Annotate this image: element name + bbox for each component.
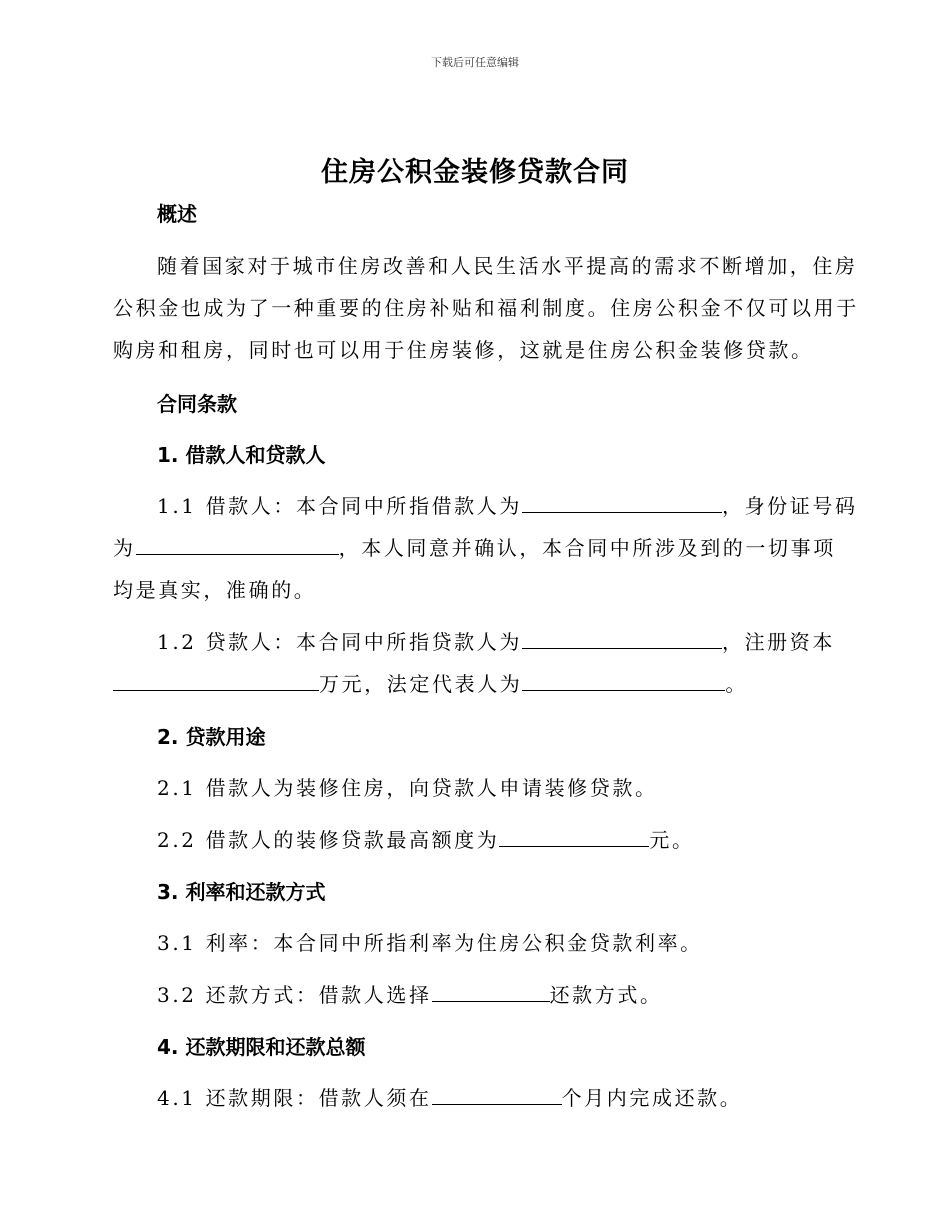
- section-3-heading: 3. 利率和还款方式: [157, 880, 326, 904]
- overview-heading: 概述: [157, 202, 197, 226]
- clause-1-2-text-b: ，注册资本: [721, 630, 835, 654]
- overview-line-3: 购房和租房，同时也可以用于住房装修，这就是住房公积金装修贷款。: [113, 338, 814, 362]
- header-note: 下载后可任意编辑: [431, 56, 519, 69]
- clause-2-2-text-a: 2.2 借款人的装修贷款最高额度为: [157, 828, 500, 852]
- clause-1-1-line-1: [157, 490, 858, 519]
- clause-1-2-text-d: 。: [725, 672, 749, 696]
- clause-1-1-text-c: 为: [113, 536, 136, 560]
- clause-4-1: [157, 1082, 742, 1111]
- clause-2-2-text-b: 元。: [649, 828, 695, 852]
- clause-1-1-text-a: 1.1 借款人：本合同中所指借款人为: [157, 494, 522, 518]
- clause-4-1-text-b: 个月内完成还款。: [561, 1086, 743, 1110]
- max-loan-amount-blank[interactable]: [499, 828, 649, 847]
- section-2-heading: 2. 贷款用途: [157, 725, 266, 749]
- terms-heading: 合同条款: [157, 392, 237, 416]
- clause-1-2-text-c: 万元，法定代表人为: [319, 672, 523, 696]
- registered-capital-blank[interactable]: [113, 672, 319, 691]
- overview-line-1: 随着国家对于城市住房改善和人民生活水平提高的需求不断增加，住房: [157, 254, 858, 278]
- clause-3-2-text-b: 还款方式。: [549, 983, 663, 1007]
- section-1-heading: 1. 借款人和贷款人: [157, 443, 326, 467]
- legal-representative-blank[interactable]: [522, 672, 725, 691]
- clause-1-2-text-a: 1.2 贷款人：本合同中所指贷款人为: [157, 630, 522, 654]
- clause-3-1: 3.1 利率：本合同中所指利率为住房公积金贷款利率。: [157, 931, 703, 955]
- overview-line-2: 公积金也成为了一种重要的住房补贴和福利制度。住房公积金不仅可以用于: [113, 296, 859, 320]
- repayment-term-blank[interactable]: [432, 1086, 562, 1105]
- clause-1-1-text-d: ，本人同意并确认，本合同中所涉及到的一切事项: [338, 536, 836, 560]
- clause-3-2-text-a: 3.2 还款方式：借款人选择: [157, 983, 432, 1007]
- clause-1-1-text-b: ，身份证号码: [721, 494, 858, 518]
- lender-name-blank[interactable]: [522, 630, 722, 649]
- clause-4-1-text-a: 4.1 还款期限：借款人须在: [157, 1086, 432, 1110]
- document-title: 住房公积金装修贷款合同: [321, 157, 629, 188]
- section-4-heading: 4. 还款期限和还款总额: [157, 1035, 366, 1059]
- clause-1-1-line-2: [113, 532, 836, 561]
- clause-1-2-line-1: [157, 626, 835, 655]
- clause-3-2: [157, 979, 663, 1008]
- clause-2-2: [157, 824, 695, 853]
- clause-1-2-line-2: [113, 668, 748, 697]
- clause-1-1-line-3: 均是真实，准确的。: [113, 578, 317, 602]
- borrower-name-blank[interactable]: [522, 494, 722, 513]
- repayment-method-blank[interactable]: [432, 983, 550, 1002]
- clause-2-1: 2.1 借款人为装修住房，向贷款人申请装修贷款。: [157, 776, 658, 800]
- id-number-blank[interactable]: [136, 536, 339, 555]
